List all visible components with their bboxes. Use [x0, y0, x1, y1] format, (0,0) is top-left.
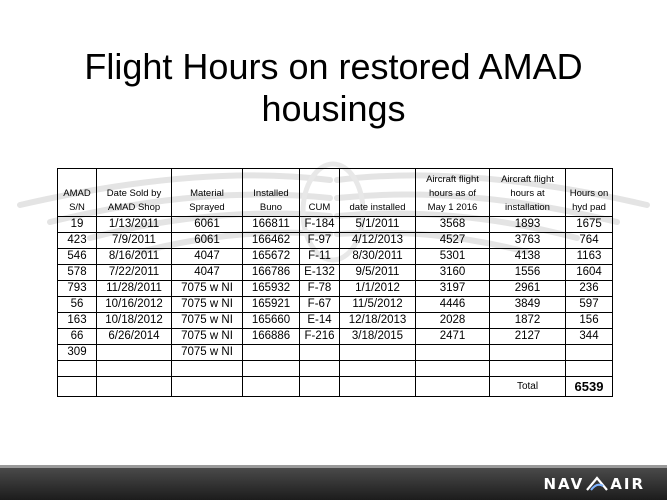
table-cell: 165921	[243, 297, 300, 313]
table-cell: F-11	[300, 249, 340, 265]
table-cell: 1163	[566, 249, 613, 265]
table-cell: 10/16/2012	[97, 297, 172, 313]
column-header-line: hours at	[510, 188, 545, 199]
table-cell: 56	[58, 297, 97, 313]
column-header	[340, 169, 416, 217]
table-cell: 7075 w NI	[172, 281, 243, 297]
table-cell: 10/18/2012	[97, 313, 172, 329]
table-cell: 344	[566, 329, 613, 345]
table-cell: 1/13/2011	[97, 217, 172, 233]
table-cell: 166886	[243, 329, 300, 345]
column-header-line: AMAD	[63, 188, 91, 199]
column-header	[416, 169, 490, 217]
table-row	[58, 233, 613, 249]
table-cell: 166462	[243, 233, 300, 249]
table-cell: F-97	[300, 233, 340, 249]
table-cell: 6061	[172, 217, 243, 233]
column-header-line: Material	[190, 188, 224, 199]
column-header	[172, 169, 243, 217]
table-cell: 3763	[490, 233, 566, 249]
table-cell: 8/16/2011	[97, 249, 172, 265]
table-body	[58, 217, 613, 377]
table-cell: 3568	[416, 217, 490, 233]
table-cell: 2961	[490, 281, 566, 297]
table-cell	[243, 345, 300, 361]
table-cell	[340, 361, 416, 377]
slide-title-line-1: Flight Hours on restored AMAD	[84, 46, 583, 87]
table-cell: 165660	[243, 313, 300, 329]
table-cell: 4527	[416, 233, 490, 249]
table-cell: 4047	[172, 265, 243, 281]
table-cell: F-184	[300, 217, 340, 233]
slide-title-line-2: housings	[261, 88, 406, 129]
table-cell: 597	[566, 297, 613, 313]
table-row	[58, 297, 613, 313]
table-cell: 4047	[172, 249, 243, 265]
table-cell	[97, 345, 172, 361]
table-cell: 19	[58, 217, 97, 233]
table-cell	[172, 361, 243, 377]
table-cell: 165672	[243, 249, 300, 265]
table-cell: F-216	[300, 329, 340, 345]
table-cell: 7075 w NI	[172, 313, 243, 329]
logo-wing-icon	[586, 476, 608, 492]
flight-hours-table	[57, 168, 613, 397]
table-cell: 2127	[490, 329, 566, 345]
table-cell: 1/1/2012	[340, 281, 416, 297]
table-cell: 7/9/2011	[97, 233, 172, 249]
table-cell	[566, 345, 613, 361]
table-cell: F-67	[300, 297, 340, 313]
table-cell: 3160	[416, 265, 490, 281]
table-cell: 7075 w NI	[172, 297, 243, 313]
table-cell	[566, 361, 613, 377]
table-cell	[300, 345, 340, 361]
table-cell: 5301	[416, 249, 490, 265]
column-header-line: Installed	[253, 188, 289, 199]
table-row	[58, 281, 613, 297]
column-header	[490, 169, 566, 217]
table-cell	[58, 361, 97, 377]
table-row	[58, 265, 613, 281]
table-cell: 8/30/2011	[340, 249, 416, 265]
table-cell: E-14	[300, 313, 340, 329]
table-cell: 7075 w NI	[172, 345, 243, 361]
column-header-line: Hours on	[569, 188, 609, 199]
table-cell: 11/28/2011	[97, 281, 172, 297]
logo-text-air: AIR	[610, 475, 645, 493]
table-cell: 5/1/2011	[340, 217, 416, 233]
table-cell: 793	[58, 281, 97, 297]
table-cell: 4/12/2013	[340, 233, 416, 249]
table-cell: 3197	[416, 281, 490, 297]
table-cell: 2471	[416, 329, 490, 345]
table-cell: 1675	[566, 217, 613, 233]
column-header	[300, 169, 340, 217]
slide-title	[0, 46, 667, 130]
total-value: 6539	[566, 377, 613, 397]
table-cell: 1556	[490, 265, 566, 281]
table-row	[58, 249, 613, 265]
table-cell: 3849	[490, 297, 566, 313]
column-header-line: AMAD Shop	[107, 202, 161, 213]
table-cell: 546	[58, 249, 97, 265]
table-cell: 236	[566, 281, 613, 297]
total-row	[58, 377, 613, 397]
column-header	[97, 169, 172, 217]
column-header	[566, 169, 613, 217]
column-header-line: Buno	[259, 202, 283, 213]
column-header-line: Aircraft flight	[501, 174, 554, 185]
table-row	[58, 217, 613, 233]
table-row	[58, 345, 613, 361]
column-header	[243, 169, 300, 217]
column-header-line: hyd pad	[572, 202, 606, 213]
column-header-line: Date Sold by	[106, 188, 162, 199]
footer-bar	[0, 468, 667, 500]
table-cell: 578	[58, 265, 97, 281]
table-cell: E-132	[300, 265, 340, 281]
table-cell: 6/26/2014	[97, 329, 172, 345]
table-cell	[490, 361, 566, 377]
table-cell	[243, 361, 300, 377]
table-cell: 764	[566, 233, 613, 249]
table-cell	[300, 361, 340, 377]
table-cell: 11/5/2012	[340, 297, 416, 313]
table-row	[58, 361, 613, 377]
column-header-line: hours as of	[429, 188, 476, 199]
table-header-row	[58, 169, 613, 217]
column-header	[58, 169, 97, 217]
table-cell: 4138	[490, 249, 566, 265]
table-cell: 7/22/2011	[97, 265, 172, 281]
table-cell: 165932	[243, 281, 300, 297]
table-cell: 1872	[490, 313, 566, 329]
table-row	[58, 313, 613, 329]
table-cell	[416, 345, 490, 361]
column-header-line: installation	[505, 202, 550, 213]
total-label: Total	[490, 377, 566, 397]
table-cell: 1893	[490, 217, 566, 233]
table-cell: 423	[58, 233, 97, 249]
table-cell: 309	[58, 345, 97, 361]
column-header-line: May 1 2016	[427, 202, 478, 213]
column-header-line: Aircraft flight	[426, 174, 479, 185]
table-cell: 12/18/2013	[340, 313, 416, 329]
table-cell: 1604	[566, 265, 613, 281]
table-cell: 6061	[172, 233, 243, 249]
table-cell	[97, 361, 172, 377]
logo-text-nav: NAV	[543, 475, 585, 493]
table-cell: 166811	[243, 217, 300, 233]
table-cell	[340, 345, 416, 361]
table-cell: 4446	[416, 297, 490, 313]
column-header-line: CUM	[308, 202, 331, 213]
column-header-line: S/N	[69, 202, 85, 213]
table-cell	[490, 345, 566, 361]
table-cell: 7075 w NI	[172, 329, 243, 345]
table-cell: 3/18/2015	[340, 329, 416, 345]
navair-logo	[543, 472, 645, 496]
table-cell: F-78	[300, 281, 340, 297]
column-header-line: Sprayed	[189, 202, 225, 213]
table-cell	[416, 361, 490, 377]
column-header-line: date installed	[349, 202, 406, 213]
table-row	[58, 329, 613, 345]
table-cell: 156	[566, 313, 613, 329]
table-cell: 2028	[416, 313, 490, 329]
table-cell: 166786	[243, 265, 300, 281]
table-cell: 163	[58, 313, 97, 329]
table-cell: 66	[58, 329, 97, 345]
table-cell: 9/5/2011	[340, 265, 416, 281]
